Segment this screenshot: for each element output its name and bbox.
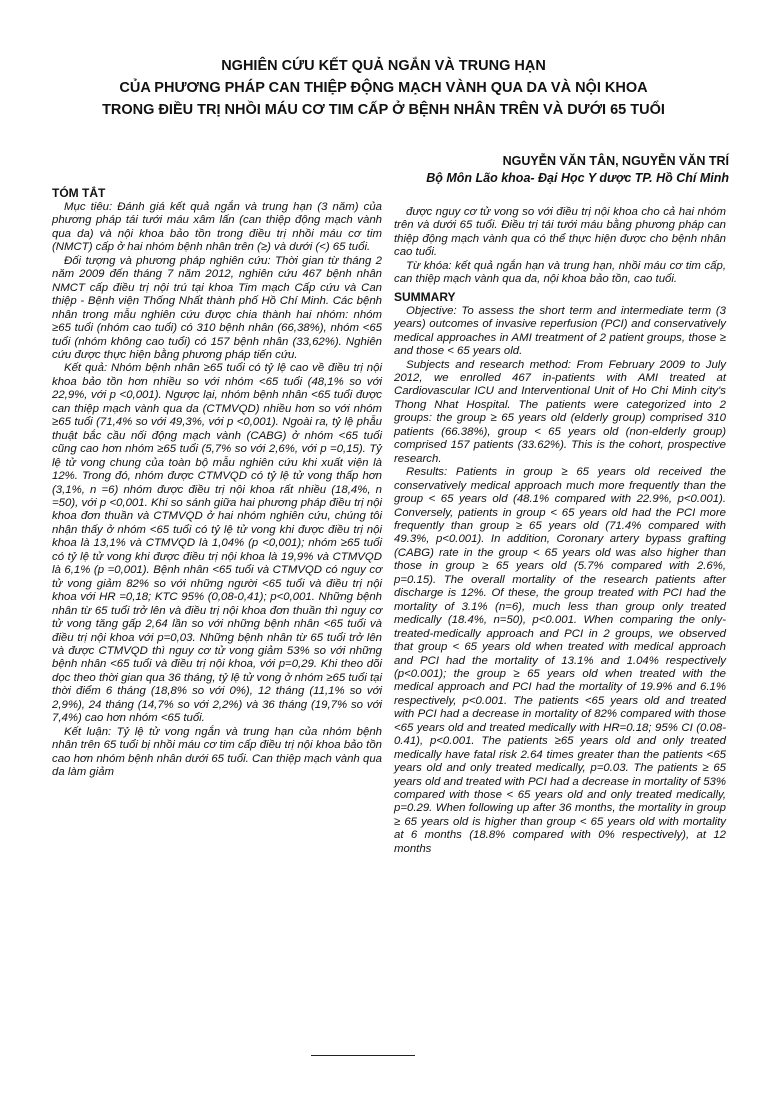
article-title [40,55,727,121]
objective-paragraph-vi: Mục tiêu: Đánh giá kết quả ngắn và trung hạn (3 năm) của phương pháp tái tưới máu xâm lấn (can thiệp động mạch vành qua da) và nội khoa bảo tồn trong điều trị nhồi máu cơ tim (NMCT) cấp ở hai nhóm bệnh nhân trên (≥) và dưới (<) 65 tuổi. [52,201,382,254]
method-paragraph-vi: Đối tượng và phương pháp nghiên cứu: Thời gian từ tháng 2 năm 2009 đến tháng 7 năm 2012, nghiên cứu 467 bệnh nhân NMCT cấp điều trị nội trú tại khoa Tim mạch Cấp cứu và Can thiệp - Bệnh viện Thống Nhất thành phố Hồ Chí Minh. Các bệnh nhân trong mẫu nghiên cứu được chia thành hai nhóm: nhóm ≥65 tuổi (nhóm cao tuổi) có 310 bệnh nhân (66,38%), nhóm <65 tuổi (nhóm không cao tuổi) có 157 bệnh nhân (33,62%). Nghiên cứu được thực hiện bằng phương pháp tiến cứu. [52,254,382,361]
title-line-2: CỦA PHƯƠNG PHÁP CAN THIỆP ĐỘNG MẠCH VÀNH QUA DA VÀ NỘI KHOA [119,80,648,96]
affiliation: Bộ Môn Lão khoa- Đại Học Y dược TP. Hồ Chí Minh [426,171,729,185]
title-line-3: TRONG ĐIỀU TRỊ NHỒI MÁU CƠ TIM CẤP Ở BỆNH NHÂN TRÊN VÀ DƯỚI 65 TUỔI [102,102,665,118]
keywords-paragraph-vi: Từ khóa: kết quả ngắn hạn và trung hạn, nhồi máu cơ tim cấp, can thiệp mạch vành qua da, nội khoa bảo tồn, cao tuổi. [394,259,726,286]
author-block [426,153,729,187]
author-names: NGUYỄN VĂN TÂN, NGUYỄN VĂN TRÍ [502,154,729,168]
title-line-1: NGHIÊN CỨU KẾT QUẢ NGẮN VÀ TRUNG HẠN [221,58,546,74]
abstract-heading-vi: TÓM TẮT [52,186,106,200]
left-column [52,186,382,779]
results-paragraph-vi: Kết quả: Nhóm bệnh nhân ≥65 tuổi có tỷ lệ cao về điều trị nội khoa bảo tồn hơn nhiều so với nhóm <65 tuổi (48,1% so với 22,9%, với p <0,001). Ngược lại, nhóm bệnh nhân <65 tuổi được can thiệp mạch vành qua da (CTMVQD) nhiều hơn so với nhóm ≥65 tuổi (71,4% so với 49,3%, với p <0,001). Ngoài ra, tỷ lệ phẫu thuật bắc cầu nối động mạch vành (CABG) ở nhóm <65 tuổi cũng cao hơn nhóm ≥65 tuổi (5,7% so với 2,6%, với p =0,15). Tỷ lệ tử vong chung của toàn bộ mẫu nghiên cứu khi xuất viện là 12%. Trong đó, nhóm được CTMVQD có tỷ lệ tử vong thấp hơn (3,1%, n =6) nhóm được điều trị nội khoa rất nhiều (18,4%, n =50), với p <0,001. Khi so sánh giữa hai phương pháp điều trị nội khoa đơn thuần và CTMVQD ở hai nhóm nghiên cứu, chúng tôi nhận thấy ở nhóm <65 tuổi có tỷ lệ tử vong khi được điều trị nội khoa là 13,1% và CTMVQD là 1,04% (p <0,001); nhóm ≥65 tuổi có tỷ lệ tử vong khi được điều trị nội khoa là 19,9% và CTMVQD là 6,1% (p =0,001). Bệnh nhân <65 tuổi và CTMVQD có nguy cơ tử vong giảm 82% so với những người <65 tuổi và điều trị nội khoa với HR =0,18; KTC 95% (0,08-0,41); p<0,001. Những bệnh nhân từ 65 tuổi trở lên và điều trị nội khoa đơn thuần thì nguy cơ tử vong tăng gấp 2,64 lần so với những bệnh nhân <65 tuổi và điều trị nội khoa với p=0,03. Những bệnh nhân từ 65 tuổi trở lên và được CTMVQD thì nguy cơ tử vong giảm 53% so với những bệnh nhân <65 tuổi và điều trị nội khoa, với p=0,29. Khi theo dõi dọc theo thời gian qua 36 tháng, tỷ lệ tử vong ở nhóm ≥65 tuổi tại thời điểm 6 tháng (18,8% so với 0%), 12 tháng (11,1% so với 2,9%), 24 tháng (14,7% so với 2,2%) và 36 tháng (19,7% so với 7,4%) cao hơn nhóm <65 tuổi. [52,362,382,725]
right-column [394,206,726,856]
conclusion-continued-vi: được nguy cơ tử vong so với điều trị nội khoa cho cả hai nhóm trên và dưới 65 tuổi. Điều trị tái tưới máu bằng phương pháp can thiệp động mạch vành qua có thể thực hiện được cho bệnh nhân cao tuổi. [394,206,726,259]
summary-heading: SUMMARY [394,289,456,304]
footer-divider [311,1055,415,1056]
results-paragraph-en: Results: Patients in group ≥ 65 years old received the conservatively medical approach much more frequently than the group < 65 years old (48.1% compared with 22.9%, p<0.001). Conversely, patients in group < 65 years old had the PCI more frequently than group ≥ 65 years old (71.4% compared with 49.3%, p<0.001). In addition, Coronary artery bypass grafting (CABG) rate in the group < 65 years old was also higher than those in group ≥ 65 years old (5.7% compared with 2.6%, p=0.15). The overall mortality of the research patients after discharge is 12%. Of these, the group treated with PCI had the mortality of 3.1% (n=6), much less than group only treated medically (18.4%, n=50), p<0.001. When comparing the only-treated-medically approach and PCI in 2 groups, we observed that group < 65 years old when treated with medical approach and PCI had the mortality of 13.1% and 1.04% respectively (p<0.001); the group ≥ 65 years old when treated with the medical approach and PCI had the mortality of 19.9% and 6.1% respectively, p<0.001. The patients <65 years old and treated with PCI had a decrease in mortality of 82% compared with those <65 years old and treated medically with HR=0.18; 95% CI (0.08-0.41), p<0.001. The patients ≥65 years old and only treated medically have fatal risk 2.64 times greater than the patients <65 years old and only treated medically, p=0.03. The patients ≥ 65 years old and treated with PCI had a decrease in mortality of 53% compared with those < 65 years old and only treated medically, p=0.29. When following up after 36 months, the mortality in group ≥ 65 years old is higher than group < 65 years old with mortality at 6 months (18.8% compared with 0% respectively), at 12 months [394,466,726,855]
conclusion-paragraph-vi: Kết luận: Tỷ lệ tử vong ngắn và trung hạn của nhóm bệnh nhân trên 65 tuổi bị nhồi máu cơ tim cấp điều trị nội khoa bảo tồn cao hơn nhóm bệnh nhân dưới 65 tuổi. Can thiệp mạch vành qua da làm giảm [52,725,382,779]
objective-paragraph-en: Objective: To assess the short term and intermediate term (3 years) outcomes of invasive reperfusion (PCI) and conservatively medical approaches in AMI treatment of 2 patient groups, those ≥ and those < 65 years old. [394,304,726,358]
method-paragraph-en: Subjects and research method: From February 2009 to July 2012, we enrolled 467 in-patients with AMI treated at Cardiovascular ICU and Interventional Unit of Ho Chi Minh city's Thong Nhat Hospital. The patients were categorized into 2 groups: the group ≥ 65 years old (elderly group) comprised 310 patients (66.38%), group < 65 years old (non-elderly group) comprised 157 patients (33.62%). This is the cohort, prospective research. [394,358,726,465]
